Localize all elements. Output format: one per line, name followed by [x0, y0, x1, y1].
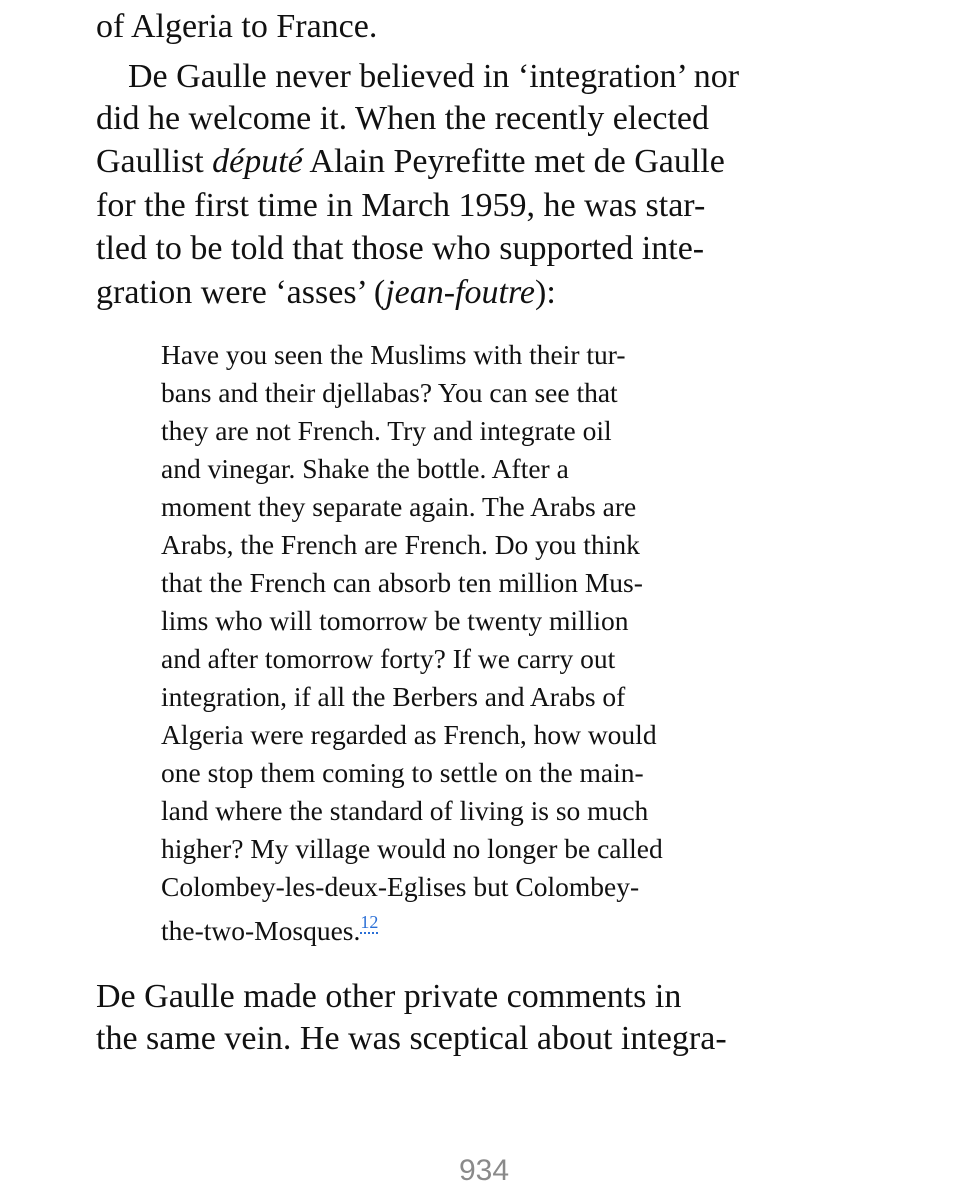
paragraph-text: ):	[535, 274, 556, 311]
quote-line	[161, 913, 378, 945]
quote-line: Arabs, the French are French. Do you think	[161, 529, 640, 560]
quote-line: they are not French. Try and integrate oil	[161, 415, 612, 446]
paragraph-text: Alain Peyrefitte met de Gaulle	[302, 143, 725, 180]
quote-line: Colombey-les-deux-Eglises but Colombey-	[161, 871, 640, 902]
quote-line: higher? My village would no longer be called	[161, 833, 663, 864]
paragraph-line	[96, 1022, 727, 1056]
paragraph-text: De Gaulle never believed in ‘integration’ nor	[128, 58, 740, 95]
paragraph-line	[96, 189, 705, 223]
paragraph-line	[96, 232, 704, 266]
paragraph-text: De Gaulle made other private comments in	[96, 978, 682, 1015]
quote-line: and vinegar. Shake the bottle. After a	[161, 453, 569, 484]
quote-line: lims who will tomorrow be twenty million	[161, 605, 629, 636]
paragraph-text: Gaullist	[96, 143, 213, 180]
paragraph-text: of Algeria to France.	[96, 8, 378, 45]
italic-term: député	[212, 143, 303, 180]
footnote-link[interactable]: 12	[360, 912, 379, 932]
paragraph-line	[96, 980, 681, 1014]
quote-line: Have you seen the Muslims with their tur-	[161, 339, 626, 370]
italic-term: jean-foutre	[385, 274, 535, 311]
paragraph-line	[96, 102, 709, 136]
paragraph-line	[96, 145, 725, 179]
quote-line: one stop them coming to settle on the main-	[161, 757, 644, 788]
paragraph-text: for the first time in March 1959, he was star-	[96, 187, 706, 224]
quote-line: that the French can absorb ten million Mus-	[161, 567, 643, 598]
paragraph-text: gration were ‘asses’ (	[96, 274, 386, 311]
page-number: 934	[458, 1154, 510, 1187]
quote-line: and after tomorrow forty? If we carry out	[161, 643, 616, 674]
quote-text: the-two-Mosques.	[161, 915, 361, 946]
paragraph-line	[96, 276, 556, 310]
paragraph-text: tled to be told that those who supported inte-	[96, 230, 705, 267]
paragraph-text: did he welcome it. When the recently elected	[96, 100, 709, 137]
quote-line: moment they separate again. The Arabs are	[161, 491, 637, 522]
quote-line: integration, if all the Berbers and Arabs of	[161, 681, 626, 712]
paragraph-text: the same vein. He was sceptical about integra-	[96, 1020, 727, 1057]
quote-line: bans and their djellabas? You can see that	[161, 377, 618, 408]
quote-line: Algeria were regarded as French, how would	[161, 719, 657, 750]
paragraph-line	[96, 60, 739, 94]
paragraph-line	[96, 10, 377, 44]
quote-line: land where the standard of living is so much	[161, 795, 649, 826]
